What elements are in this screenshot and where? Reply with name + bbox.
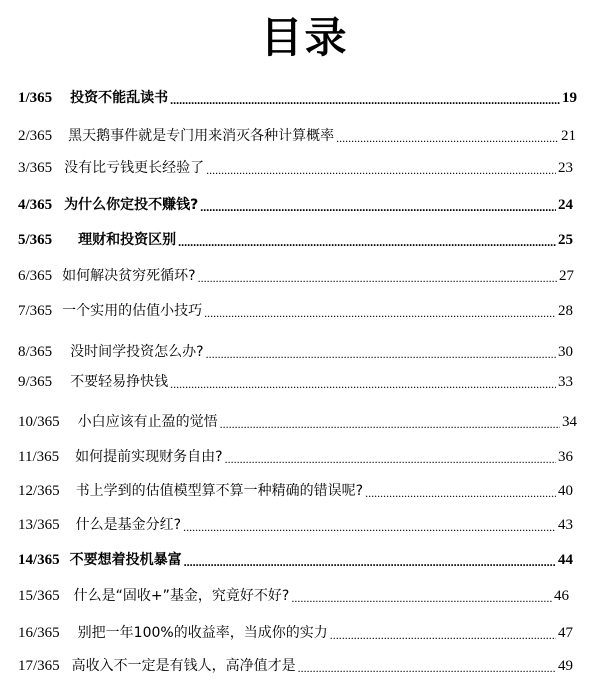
toc-entry-10[interactable] (18, 411, 577, 433)
entry-title: 理财和投资区别 (78, 232, 177, 248)
entry-page: 30 (558, 344, 573, 360)
entry-page: 23 (558, 160, 573, 176)
entry-page: 21 (561, 128, 576, 144)
dot-leader (330, 622, 556, 644)
toc-entry-7[interactable] (18, 300, 573, 322)
dot-leader (206, 341, 556, 363)
dot-leader (291, 585, 552, 607)
entry-number: 6/365 (18, 268, 53, 284)
dot-leader (204, 300, 556, 322)
entry-number: 9/365 (18, 374, 53, 390)
entry-title: 什么是基金分红? (75, 517, 182, 533)
entry-title: 小白应该有止盈的觉悟 (77, 414, 218, 430)
entry-title: 没有比亏钱更长经验了 (64, 160, 205, 176)
dot-leader (225, 446, 556, 468)
toc-entry-16[interactable] (18, 622, 573, 644)
entry-page: 19 (562, 90, 577, 106)
dot-leader (198, 265, 557, 287)
entry-number: 2/365 (18, 128, 53, 144)
entry-title: 书上学到的估值模型算不算一种精确的错误呢? (75, 483, 364, 499)
dot-leader (298, 655, 556, 677)
toc-entry-3[interactable] (18, 157, 573, 179)
dot-leader (170, 371, 556, 393)
toc-entry-13[interactable] (18, 514, 573, 536)
entry-title: 不要想着投机暴富 (69, 552, 182, 568)
entry-number: 13/365 (18, 517, 60, 533)
dot-leader (184, 549, 556, 571)
entry-title: 如何解决贫穷死循环? (62, 268, 196, 284)
entry-page: 49 (558, 658, 573, 674)
entry-number: 12/365 (18, 483, 60, 499)
entry-number: 16/365 (18, 625, 60, 641)
dot-leader (183, 514, 556, 536)
toc-entry-14[interactable] (18, 549, 573, 571)
entry-number: 4/365 (18, 197, 53, 213)
entry-page: 28 (558, 303, 573, 319)
dot-leader (206, 157, 556, 179)
dot-leader (170, 87, 560, 109)
toc-entry-15[interactable] (18, 585, 569, 607)
entry-page: 40 (558, 483, 573, 499)
entry-page: 33 (558, 374, 573, 390)
entry-page: 46 (554, 588, 569, 604)
toc-entry-4[interactable] (18, 194, 573, 216)
toc-entry-11[interactable] (18, 446, 573, 468)
entry-title: 为什么你定投不赚钱? (64, 197, 199, 213)
entry-title: 没时间学投资怎么办? (70, 344, 204, 360)
toc-entry-6[interactable] (18, 265, 574, 287)
toc-entry-17[interactable] (18, 655, 573, 677)
page-title: 目录 (260, 13, 349, 62)
entry-page: 34 (562, 414, 577, 430)
entry-number: 7/365 (18, 303, 53, 319)
entry-title: 高收入不一定是有钱人，高净值才是 (71, 658, 296, 674)
dot-leader (200, 194, 556, 216)
toc-entry-12[interactable] (18, 480, 573, 502)
entry-number: 14/365 (18, 552, 60, 568)
entry-number: 1/365 (18, 90, 53, 106)
entry-title: 如何提前实现财务自由? (75, 449, 223, 465)
toc-entry-2[interactable] (18, 125, 576, 147)
entry-number: 11/365 (18, 449, 60, 465)
entry-page: 27 (559, 268, 574, 284)
entry-number: 15/365 (18, 588, 60, 604)
entry-title: 什么是“固收+”基金，究竟好不好? (73, 588, 290, 604)
entry-number: 8/365 (18, 344, 53, 360)
dot-leader (336, 125, 559, 147)
dot-leader (365, 480, 556, 502)
dot-leader (220, 411, 560, 433)
entry-number: 17/365 (18, 658, 60, 674)
entry-page: 36 (558, 449, 573, 465)
toc-entry-5[interactable] (18, 229, 573, 251)
entry-title: 黑天鹅事件就是专门用来消灭各种计算概率 (68, 128, 335, 144)
entry-number: 3/365 (18, 160, 53, 176)
entry-title: 别把一年100%的收益率，当成你的实力 (77, 625, 328, 641)
entry-title: 一个实用的估值小技巧 (62, 303, 203, 319)
entry-title: 投资不能乱读书 (70, 90, 169, 106)
toc-entry-8[interactable] (18, 341, 573, 363)
entry-page: 25 (558, 232, 573, 248)
entry-number: 5/365 (18, 232, 53, 248)
dot-leader (178, 229, 556, 251)
toc-entry-9[interactable] (18, 371, 573, 393)
entry-page: 43 (558, 517, 573, 533)
entry-page: 24 (558, 197, 573, 213)
entry-title: 不要轻易挣快钱 (70, 374, 169, 390)
entry-page: 44 (558, 552, 573, 568)
entry-number: 10/365 (18, 414, 60, 430)
entry-page: 47 (558, 625, 573, 641)
toc-entry-1[interactable] (18, 87, 577, 109)
